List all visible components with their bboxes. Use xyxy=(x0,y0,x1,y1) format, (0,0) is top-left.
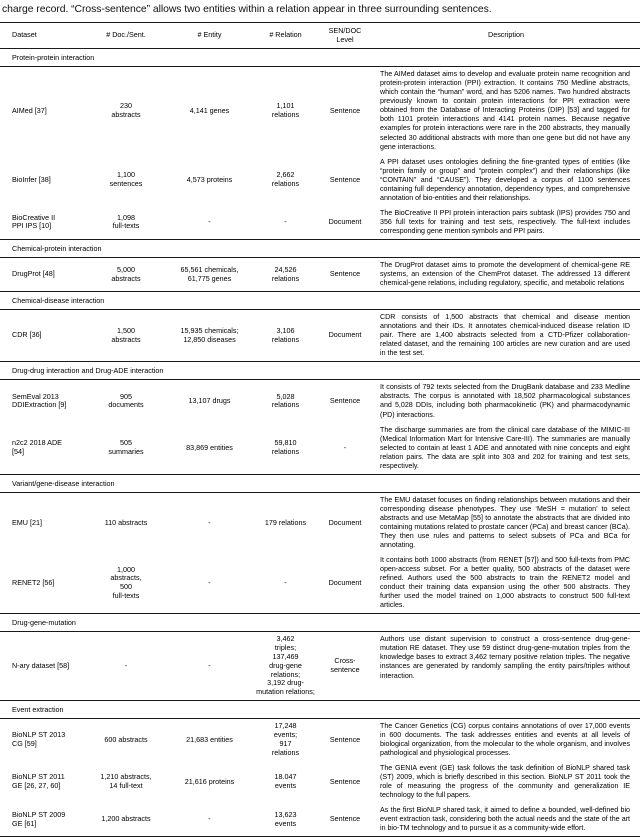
cell-sen-doc-level: Sentence xyxy=(318,380,372,423)
cell-dataset: BioInfer [38] xyxy=(0,155,86,206)
cell-dataset: BioNLP ST 2013 CG [59] xyxy=(0,718,86,761)
table-body xyxy=(0,49,640,837)
table-header xyxy=(0,23,640,49)
table-group-row xyxy=(0,362,640,380)
cell-dataset: BioNLP ST 2011 GE [26, 27, 60] xyxy=(0,761,86,803)
cell-description: A PPI dataset uses ontologies defining the fine-granted types of entities (like “protein family or group” and “protein complex”) and their relationships (like “CONTAIN” and “CAUSE”). They developed a corpus of 1100 sentences containing full dependency annotation, dependency types, and comprehensive annotation of bio-entities and their relationships. xyxy=(372,155,640,206)
cell-dataset: RENET2 [56] xyxy=(0,553,86,614)
cell-doc-sent: - xyxy=(86,632,166,701)
cell-description: The GENIA event (GE) task follows the task definition of BioNLP shared task (ST) 2009, which is briefly described in this section. BioNLP ST 2011 took the role of measuring the progress of the community and generalization IE technology to the full papers. xyxy=(372,761,640,803)
cell-relation: 3,462 triples; 137,469 drug-gene relations; 3,192 drug-mutation relations; xyxy=(253,632,318,701)
cell-dataset: SemEval 2013 DDIExtraction [9] xyxy=(0,380,86,423)
cell-dataset: CDR [36] xyxy=(0,310,86,362)
cell-doc-sent: 5,000 abstracts xyxy=(86,257,166,291)
table-row xyxy=(0,67,640,155)
cell-doc-sent: 600 abstracts xyxy=(86,718,166,761)
group-title: Chemical-disease interaction xyxy=(0,292,640,310)
cell-dataset: N-ary dataset [58] xyxy=(0,632,86,701)
cell-sen-doc-level: Sentence xyxy=(318,803,372,837)
cell-doc-sent: 1,500 abstracts xyxy=(86,310,166,362)
cell-entity: 65,561 chemicals, 61,775 genes xyxy=(166,257,253,291)
column-header-dataset: Dataset xyxy=(0,23,86,49)
cell-sen-doc-level: Document xyxy=(318,553,372,614)
cell-sen-doc-level: Document xyxy=(318,206,372,240)
cell-relation: 179 relations xyxy=(253,492,318,553)
cell-doc-sent: 1,098 full-texts xyxy=(86,206,166,240)
group-title: Variant/gene-disease interaction xyxy=(0,474,640,492)
cell-sen-doc-level: Sentence xyxy=(318,67,372,155)
group-title: Drug-drug interaction and Drug-ADE interaction xyxy=(0,362,640,380)
group-title: Chemical-protein interaction xyxy=(0,239,640,257)
cell-entity: - xyxy=(166,632,253,701)
cell-relation: 59,810 relations xyxy=(253,423,318,475)
column-header-entity: # Entity xyxy=(166,23,253,49)
cell-description: The BioCreative II PPI protein interaction pairs subtask (IPS) provides 750 and 356 full texts for training and test sets, respectively. The full-text includes corresponding gene mention symbols and PPI pairs. xyxy=(372,206,640,240)
group-title: Protein-protein interaction xyxy=(0,49,640,67)
cell-description: The discharge summaries are from the clinical care database of the MIMIC-III (Medical Information Mart for Intensive Care-III). The summaries are manually selected to contain at least 1 ADE and annotated with nine concepts and eight relation pairs. The data are split into 303 and 202 for training and test sets, respectively. xyxy=(372,423,640,475)
cell-doc-sent: 1,210 abstracts, 14 full-text xyxy=(86,761,166,803)
cell-entity: 4,573 proteins xyxy=(166,155,253,206)
cell-relation: 24,526 relations xyxy=(253,257,318,291)
cell-relation: 18.047 events xyxy=(253,761,318,803)
cell-sen-doc-level: - xyxy=(318,423,372,475)
table-caption-continuation: charge record. “Cross-sentence” allows two entities within a relation appear in three surrounding sentences. xyxy=(0,0,640,22)
cell-sen-doc-level: Sentence xyxy=(318,257,372,291)
table-row xyxy=(0,718,640,761)
table-row xyxy=(0,310,640,362)
cell-description: The DrugProt dataset aims to promote the development of chemical-gene RE systems, an extension of the ChemProt dataset. The addressed 13 different chemical-gene relations, including regulatory, specific, and metabolic relations xyxy=(372,257,640,291)
cell-entity: - xyxy=(166,492,253,553)
table-row xyxy=(0,257,640,291)
table-row xyxy=(0,423,640,475)
group-title: Drug-gene-mutation xyxy=(0,614,640,632)
cell-doc-sent: 1,200 abstracts xyxy=(86,803,166,837)
cell-dataset: BioCreative II PPI IPS [10] xyxy=(0,206,86,240)
cell-doc-sent: 110 abstracts xyxy=(86,492,166,553)
cell-sen-doc-level: Cross-sentence xyxy=(318,632,372,701)
column-header-relation: # Relation xyxy=(253,23,318,49)
cell-entity: 21,683 entities xyxy=(166,718,253,761)
cell-sen-doc-level: Sentence xyxy=(318,155,372,206)
cell-entity: - xyxy=(166,206,253,240)
cell-entity: 4,141 genes xyxy=(166,67,253,155)
table-group-row xyxy=(0,700,640,718)
column-header-doc-sent: # Doc./Sent. xyxy=(86,23,166,49)
cell-relation: - xyxy=(253,206,318,240)
cell-entity: 21,616 proteins xyxy=(166,761,253,803)
cell-relation: 13,623 events xyxy=(253,803,318,837)
cell-entity: - xyxy=(166,553,253,614)
column-header-sen-doc-level-line2: Level xyxy=(336,35,353,44)
cell-description: The AIMed dataset aims to develop and evaluate protein name recognition and protein-protein interaction (PPI) extraction. It contains 750 Medline abstracts, which contain the “human” word, and has 5206 names. Two hundred abstracts previously known to contain protein interactions for PPI extraction were obtained from the Database of Interacting Proteins (DIP) [53] and tagged for both 1101 protein interactions and 4141 protein names. Because negative examples for protein interactions were rare in the 200 abstracts, they manually selected 30 additional abstracts with more than one gene but did not have any gene interactions. xyxy=(372,67,640,155)
cell-doc-sent: 905 documents xyxy=(86,380,166,423)
cell-dataset: EMU [21] xyxy=(0,492,86,553)
cell-description: CDR consists of 1,500 abstracts that chemical and disease mention annotations and their IDs. It annotates chemical-induced disease relation ID pair. There are 1,400 abstracts selected from a CTD-Pfizer collaboration-related dataset, and the remaining 100 articles are new curation and are used in the test set. xyxy=(372,310,640,362)
cell-dataset: DrugProt [48] xyxy=(0,257,86,291)
table-row xyxy=(0,492,640,553)
table-row xyxy=(0,803,640,837)
cell-sen-doc-level: Sentence xyxy=(318,761,372,803)
cell-description: The Cancer Genetics (CG) corpus contains annotations of over 17,000 events in 600 documents. The task addresses entities and events at all levels of biological organization, from the molecular to the whole organism, and involves pathological and physiological processes. xyxy=(372,718,640,761)
table-row xyxy=(0,380,640,423)
cell-dataset: AIMed [37] xyxy=(0,67,86,155)
column-header-sen-doc-level-line1: SEN/DOC xyxy=(329,26,362,35)
cell-description: The EMU dataset focuses on finding relationships between mutations and their corresponding disease phenotypes. They use ‘MeSH = mutation’ to select abstracts and use MetaMap [55] to annotate the abstracts that are divided into containing mutations related to prostate cancer (PCa) and breast cancer (BCa). They then use rules and patterns to select subsets of PCa and BCa for annotating. xyxy=(372,492,640,553)
cell-doc-sent: 1,100 sentences xyxy=(86,155,166,206)
cell-relation: 1,101 relations xyxy=(253,67,318,155)
table-row xyxy=(0,761,640,803)
cell-relation: 2,662 relations xyxy=(253,155,318,206)
table-group-row xyxy=(0,614,640,632)
cell-description: As the first BioNLP shared task, it aimed to define a bounded, well-defined bio event extraction task, considering both the actual needs and the state of the art in bio-TM technology and to pursue it as a community-wide effort. xyxy=(372,803,640,837)
table-group-row xyxy=(0,474,640,492)
cell-dataset: BioNLP ST 2009 GE [61] xyxy=(0,803,86,837)
table-row xyxy=(0,632,640,701)
table-row xyxy=(0,155,640,206)
table-header-row xyxy=(0,23,640,49)
datasets-table xyxy=(0,22,640,837)
table-row xyxy=(0,553,640,614)
cell-relation: - xyxy=(253,553,318,614)
column-header-description: Description xyxy=(372,23,640,49)
cell-doc-sent: 505 summaries xyxy=(86,423,166,475)
cell-relation: 5,028 relations xyxy=(253,380,318,423)
group-title: Event extraction xyxy=(0,700,640,718)
cell-description: Authors use distant supervision to construct a cross-sentence drug-gene-mutation RE dataset. They use 59 distinct drug-gene-mutation triples from the knowledge bases to extract 3,462 ternary positive relation triples. The negative instances are generated by randomly sampling the entity pairs/triples without interaction. xyxy=(372,632,640,701)
cell-description: It consists of 792 texts selected from the DrugBank database and 233 Medline abstracts. The corpus is annotated with 18,502 pharmacological substances and 5,028 DDIs, including both pharmacokinetic (PK) and pharmacodynamic (PD) interactions. xyxy=(372,380,640,423)
cell-sen-doc-level: Document xyxy=(318,492,372,553)
cell-relation: 17,248 events; 917 relations xyxy=(253,718,318,761)
cell-relation: 3,106 relations xyxy=(253,310,318,362)
cell-entity: - xyxy=(166,803,253,837)
cell-doc-sent: 230 abstracts xyxy=(86,67,166,155)
table-group-row xyxy=(0,292,640,310)
cell-entity: 13,107 drugs xyxy=(166,380,253,423)
cell-entity: 15,935 chemicals; 12,850 diseases xyxy=(166,310,253,362)
table-group-row xyxy=(0,49,640,67)
cell-sen-doc-level: Sentence xyxy=(318,718,372,761)
table-group-row xyxy=(0,239,640,257)
cell-description: It contains both 1000 abstracts (from RENET [57]) and 500 full-texts from PMC open-access subset. For a better quality, 500 abstracts of the dataset were refined. Authors used the 500 abstracts to train the RENET2 model and conduct their training data expansion using the other 500 abstracts. They further used the model trained on 1,000 abstracts to construct 500 full-text articles. xyxy=(372,553,640,614)
cell-dataset: n2c2 2018 ADE [54] xyxy=(0,423,86,475)
cell-doc-sent: 1,000 abstracts, 500 full-texts xyxy=(86,553,166,614)
cell-sen-doc-level: Document xyxy=(318,310,372,362)
column-header-sen-doc-level xyxy=(318,23,372,49)
cell-entity: 83,869 entities xyxy=(166,423,253,475)
table-row xyxy=(0,206,640,240)
